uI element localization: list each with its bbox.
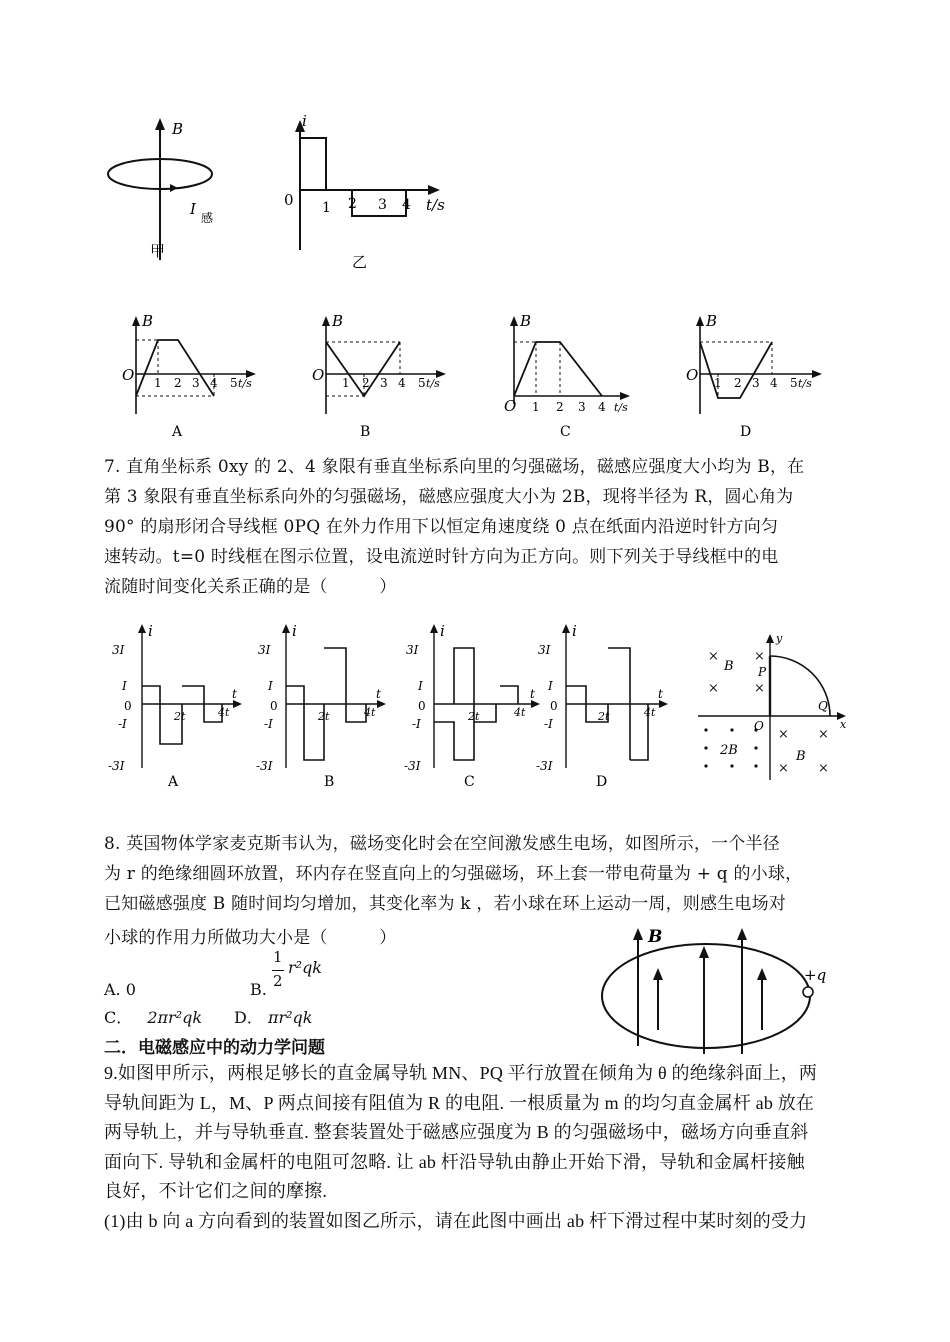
opt-C-caption: C xyxy=(560,424,571,440)
svg-text:×: × xyxy=(708,649,719,664)
q7B-2t: 2t xyxy=(318,710,330,723)
opt-A-caption: A xyxy=(172,424,183,440)
tick-4: 4 xyxy=(402,197,411,213)
opt-D-B: B xyxy=(706,312,718,330)
q7A-i: i xyxy=(148,622,153,640)
q7C-3I: 3I xyxy=(406,643,419,657)
tick-1: 1 xyxy=(322,200,331,216)
opt-A-tick-2: 2 xyxy=(174,376,182,390)
opt-B-tick-5: 5 xyxy=(418,376,426,390)
tick-2: 2 xyxy=(348,196,357,212)
opt-B-tick-4: 4 xyxy=(398,376,406,390)
opt-D-tick-1: 1 xyxy=(714,376,722,390)
q7A-0: 0 xyxy=(124,699,132,713)
q7A-t: t xyxy=(232,687,237,701)
opt-A-tick-4: 4 xyxy=(210,376,218,390)
q7D-4t: 4t xyxy=(644,706,656,719)
q7A-3I: 3I xyxy=(112,643,125,657)
opt-C-tick-3: 3 xyxy=(578,400,586,414)
label-i: i xyxy=(302,112,307,130)
q7-line: 7. 直角坐标系 0xy 的 2、4 象限有垂直坐标系向里的匀强磁场，磁感应强度大小均为 B，在 xyxy=(104,457,805,477)
ring-q-label: +q xyxy=(804,966,827,984)
q7-line: 90° 的扇形闭合导线框 0PQ 在外力作用下以恒定角速度绕 0 点在纸面内沿逆时针方向匀 xyxy=(104,517,779,537)
q7-line: 流随时间变化关系正确的是（ ） xyxy=(104,577,397,597)
svg-text:×: × xyxy=(708,681,719,696)
q7A-4t: 4t xyxy=(218,706,230,719)
label-origin: 0 xyxy=(284,191,294,209)
opt-B-B: B xyxy=(332,312,344,330)
q8-line: 为 r 的绝缘细圆环放置，环内存在竖直向上的匀强磁场，环上套一带电荷量为 + q 的小球， xyxy=(104,864,803,884)
section-heading: 二．电磁感应中的动力学问题 xyxy=(104,1038,325,1058)
current-time-graph xyxy=(278,112,458,272)
q8-optC-expr: 2πr²qk xyxy=(147,1008,203,1027)
opt-B-O: O xyxy=(312,366,325,384)
option-graph-A xyxy=(120,312,260,442)
q8-optC-label: C． xyxy=(104,1008,133,1027)
question-9 xyxy=(104,1059,849,1236)
opt-B-t: t/s xyxy=(426,377,440,390)
q7A-minus-3I: -3I xyxy=(108,759,125,773)
q7B-caption: B xyxy=(324,774,335,790)
option-graph-D xyxy=(684,312,834,442)
q7D-I: I xyxy=(548,679,553,693)
opt-A-tick-1: 1 xyxy=(154,376,162,390)
q7-graph-B xyxy=(254,618,394,793)
q8-line: 8. 英国物体学家麦克斯韦认为，磁场变化时会在空间激发感生电场，如图所示，一个半径 xyxy=(104,834,780,854)
opt-A-B: B xyxy=(142,312,154,330)
q8-optB-den: 2 xyxy=(273,972,283,990)
q7-graph-A xyxy=(104,618,244,793)
field-Q: Q xyxy=(818,699,828,713)
svg-text:×: × xyxy=(754,649,765,664)
q7B-3I: 3I xyxy=(258,643,271,657)
opt-C-B: B xyxy=(520,312,532,330)
q7C-0: 0 xyxy=(418,699,426,713)
label-gan: 感 xyxy=(201,211,214,225)
q8-option-A: A. 0 xyxy=(104,980,136,999)
q7-line: 第 3 象限有垂直坐标系向外的匀强磁场，磁感应强度大小为 2B，现将半径为 R，圆心角为 xyxy=(104,487,794,507)
opt-D-tick-5: 5 xyxy=(790,376,798,390)
q8-line: 已知磁感强度 B 随时间均匀增加，其变化率为 k ，若小球在环上运动一周，则感生电场对 xyxy=(104,894,787,914)
opt-D-tick-3: 3 xyxy=(752,376,760,390)
q8-ring-figure xyxy=(596,920,846,1060)
q8-optB-num: 1 xyxy=(273,948,283,966)
label-B: B xyxy=(172,120,184,138)
opt-A-tick-5: 5 xyxy=(230,376,238,390)
q7C-i: i xyxy=(440,622,445,640)
q7C-2t: 2t xyxy=(468,710,480,723)
q7A-I: I xyxy=(122,679,127,693)
svg-text:×: × xyxy=(778,761,789,776)
question-7 xyxy=(104,452,849,602)
loop-diagram xyxy=(100,110,240,270)
q7B-t: t xyxy=(376,687,381,701)
q9-line: 面向下. 导轨和金属杆的电阻可忽略. 让 ab 杆沿导轨由静止开始下滑，导轨和金属杆接触 xyxy=(104,1151,805,1172)
q7D-3I: 3I xyxy=(538,643,551,657)
option-graph-C xyxy=(498,312,638,442)
q8-optB-prefix: B. xyxy=(250,980,267,999)
q8-optB-bar xyxy=(272,970,284,971)
svg-text:×: × xyxy=(818,727,829,742)
q7A-minus-I: -I xyxy=(118,717,127,731)
opt-D-tick-2: 2 xyxy=(734,376,742,390)
field-P: P xyxy=(758,665,767,679)
q8-option-B xyxy=(250,950,370,1002)
q7B-I: I xyxy=(268,679,273,693)
q7C-caption: C xyxy=(464,774,475,790)
q8-optD-expr: πr²qk xyxy=(267,1008,313,1027)
field-O: O xyxy=(754,719,764,733)
figure-jia xyxy=(100,110,240,270)
q7C-minus-3I: -3I xyxy=(404,759,421,773)
q7D-caption: D xyxy=(596,774,608,790)
opt-C-tick-4: 4 xyxy=(598,400,606,414)
opt-D-t: t/s xyxy=(798,377,812,390)
q9-line: 9.如图甲所示，两根足够长的直金属导轨 MN、PQ 平行放置在倾角为 θ 的绝缘斜面上，两 xyxy=(104,1063,818,1083)
q7D-t: t xyxy=(658,687,663,701)
q7C-4t: 4t xyxy=(514,706,526,719)
q9-line: 两导轨上，并与导轨垂直. 整套装置处于磁感应强度为 B 的匀强磁场中，磁场方向垂直斜 xyxy=(104,1122,809,1142)
opt-B-tick-3: 3 xyxy=(380,376,388,390)
opt-B-tick-1: 1 xyxy=(342,376,350,390)
svg-text:×: × xyxy=(754,681,765,696)
opt-A-O: O xyxy=(122,366,135,384)
q7D-2t: 2t xyxy=(598,710,610,723)
q7-field-diagram xyxy=(692,630,852,785)
q7D-minus-I: -I xyxy=(544,717,553,731)
q7-graph-C xyxy=(396,618,546,793)
figure-yi xyxy=(278,112,458,272)
q8-optB-expr: r²qk xyxy=(288,958,322,977)
opt-C-O: O xyxy=(504,397,517,415)
q7D-minus-3I: -3I xyxy=(536,759,553,773)
q8-option-C xyxy=(104,1005,202,1028)
q8-optD-label: D． xyxy=(234,1008,263,1027)
q7D-0: 0 xyxy=(550,699,558,713)
field-y: y xyxy=(776,632,783,645)
q7C-minus-I: -I xyxy=(412,717,421,731)
ring-B-label: B xyxy=(648,927,663,947)
q7A-2t: 2t xyxy=(174,710,186,723)
opt-C-tick-1: 1 xyxy=(532,400,540,414)
opt-A-tick-3: 3 xyxy=(192,376,200,390)
svg-text:×: × xyxy=(778,727,789,742)
label-t: t/s xyxy=(426,196,445,214)
field-2B: 2B xyxy=(720,743,738,758)
q7B-minus-3I: -3I xyxy=(256,759,273,773)
q7A-caption: A xyxy=(168,774,179,790)
opt-A-t: t/s xyxy=(238,377,252,390)
q9-line: 导轨间距为 L，M、P 两点间接有阻值为 R 的电阻. 一根质量为 m 的均匀直金属杆 ab 放在 xyxy=(104,1092,815,1113)
opt-B-caption: B xyxy=(360,424,371,440)
q7C-t: t xyxy=(530,687,535,701)
opt-D-caption: D xyxy=(740,424,752,440)
opt-C-t: t/s xyxy=(614,401,628,414)
tick-3: 3 xyxy=(378,197,387,213)
q7B-minus-I: -I xyxy=(264,717,273,731)
q7B-i: i xyxy=(292,622,297,640)
svg-text:×: × xyxy=(818,761,829,776)
opt-D-tick-4: 4 xyxy=(770,376,778,390)
opt-C-tick-2: 2 xyxy=(556,400,564,414)
field-B-bottom: B xyxy=(796,749,806,764)
field-x: x xyxy=(840,718,847,731)
opt-D-O: O xyxy=(686,366,699,384)
opt-B-tick-2: 2 xyxy=(362,376,370,390)
option-graph-B xyxy=(310,312,450,442)
q7C-I: I xyxy=(418,679,423,693)
label-I: I xyxy=(190,200,196,218)
q7-graph-D xyxy=(530,618,680,793)
q7D-i: i xyxy=(572,622,577,640)
q7B-0: 0 xyxy=(270,699,278,713)
q9-line: (1)由 b 向 a 方向看到的装置如图乙所示，请在此图中画出 ab 杆下滑过程中某时刻的受力 xyxy=(104,1210,808,1231)
caption-jia: 甲 xyxy=(150,242,166,260)
q7B-4t: 4t xyxy=(364,706,376,719)
q7-line: 速转动。t=0 时线框在图示位置，设电流逆时针方向为正方向。则下列关于导线框中的电 xyxy=(104,547,779,567)
caption-yi: 乙 xyxy=(352,253,368,271)
q8-option-D xyxy=(234,1005,312,1028)
q8-line: 小球的作用力所做功大小是（ ） xyxy=(104,928,397,948)
q9-line: 良好，不计它们之间的摩擦. xyxy=(104,1181,328,1201)
field-B-top: B xyxy=(724,659,734,674)
